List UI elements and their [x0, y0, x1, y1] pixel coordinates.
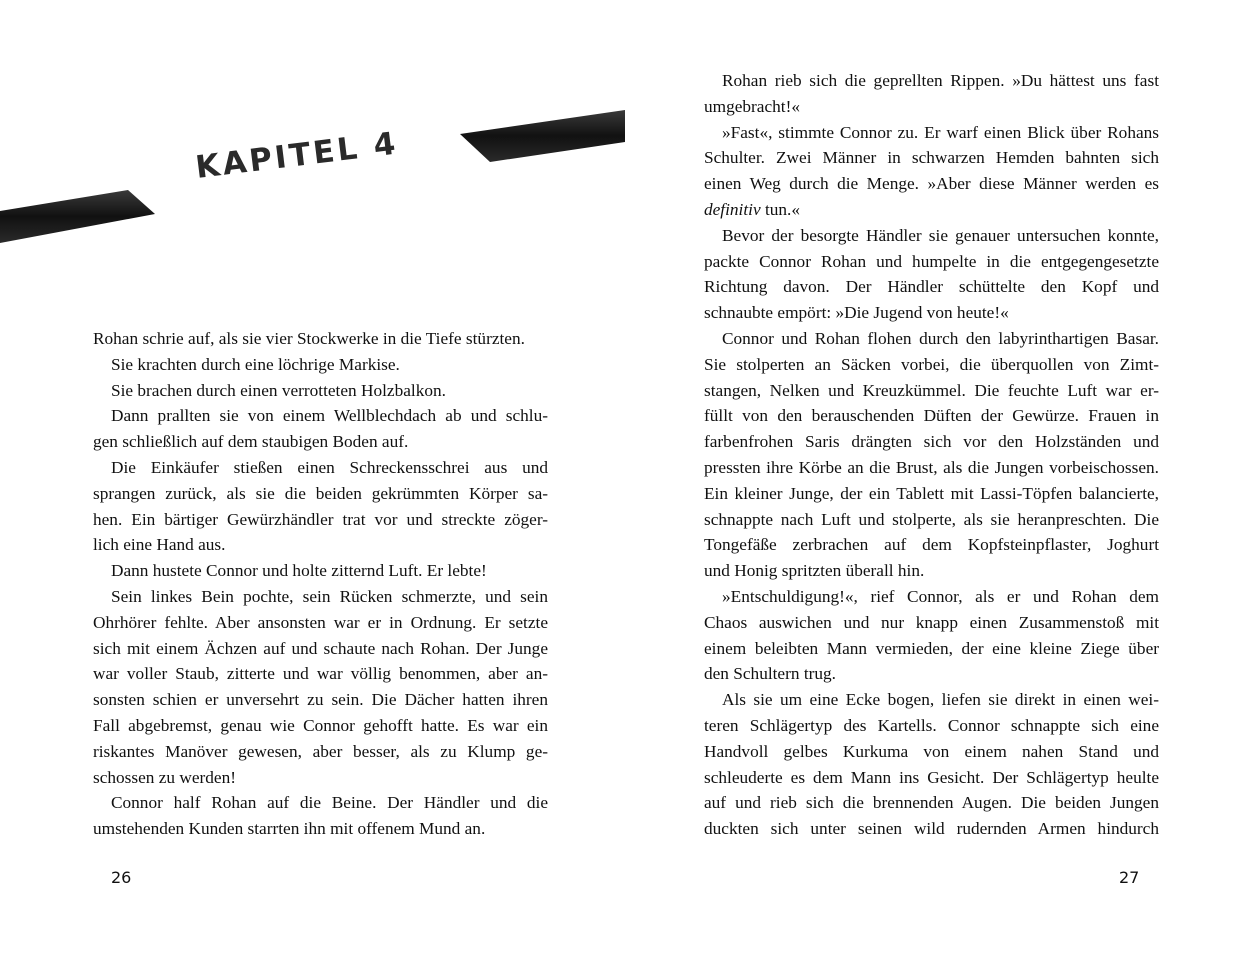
text-line: farbenfrohen Saris drängten sich vor den Holzständen und [704, 432, 1159, 452]
text-line: umgebracht!« [704, 96, 800, 116]
page-number-right: 27 [1119, 868, 1140, 887]
text-line: Rohan rieb sich die geprellten Rippen. »Du hättest uns fast [722, 71, 1159, 90]
text-line: Schulter. Zwei Männer in schwarzen Hemden bahnten sich [704, 148, 1159, 168]
text-line: duckten sich unter seinen wild rudernden Armen hindurch [704, 819, 1159, 839]
text-line: Connor half Rohan auf die Beine. Der Händler und die [111, 793, 548, 813]
text-line: schnappte nach Luft und stolperte, als sie heranpreschten. Die [704, 509, 1159, 529]
text-line: Chaos auswichen und nur knapp einen Zusammenstoß mit [704, 612, 1159, 632]
right-stripe [460, 110, 625, 162]
page-number-left: 26 [111, 868, 132, 887]
text-line: packte Connor Rohan und humpelte in die entgegengesetzte [704, 251, 1159, 271]
text-line: umstehenden Kunden starrten ihn mit offenem Mund an. [93, 819, 486, 839]
text-line [704, 197, 1159, 223]
text-line: hen. Ein bärtiger Gewürzhändler trat vor und streckte zöger- [93, 509, 548, 529]
text-line: Ein kleiner Junge, der ein Tablett mit Lassi-Töpfen balancierte, [704, 483, 1159, 503]
text-line: sprangen zurück, als sie die beiden gekrümmten Körper sa- [93, 483, 548, 503]
text-line: stangen, Nelken und Kreuzkümmel. Die feuchte Luft war er- [704, 380, 1159, 400]
text-line: einem beleibten Mann vermieden, der eine kleine Ziege über [704, 638, 1159, 658]
text-line: Sie krachten durch eine löchrige Markise. [111, 354, 400, 374]
text-line: »Fast«, stimmte Connor zu. Er warf einen Blick über Rohans [722, 122, 1159, 142]
chapter-title: KAPITEL 4 [193, 125, 401, 186]
text-line: Sie brachen durch einen verrotteten Holzbalkon. [111, 380, 446, 400]
text-line: riskantes Manöver gewesen, aber besser, als zu Klump ge- [93, 741, 548, 761]
right-body-text [704, 68, 1159, 842]
text-line: war voller Staub, zitterte und war völlig benommen, aber an- [93, 664, 548, 684]
text-line: Fall abgebremst, genau wie Connor gehofft hatte. Es war ein [93, 715, 548, 735]
text-line: auf und rieb sich die brennenden Augen. Die beiden Jungen [704, 793, 1159, 813]
text-line: Sie stolperten an Säcken vorbei, die überquollen von Zimt- [704, 354, 1159, 374]
text-line: Tongefäße zerbrachen auf dem Kopfsteinpflaster, Joghurt [704, 535, 1159, 555]
italic-word: definitiv [704, 199, 761, 219]
right-page [625, 0, 1250, 954]
text-line: sonsten schien er unversehrt zu sein. Die Dächer hatten ihren [93, 690, 548, 710]
text-line: den Schultern trug. [704, 664, 836, 684]
text-line: Als sie um eine Ecke bogen, liefen sie direkt in einen wei- [722, 690, 1159, 710]
left-body-text [93, 326, 548, 842]
text-line: und Honig spritzten überall hin. [704, 561, 925, 581]
text-line: Richtung davon. Der Händler schüttelte den Kopf und [704, 277, 1159, 297]
text-line: teren Schlägertyp des Kartells. Connor schnappte sich eine [704, 715, 1159, 735]
text-line: Dann prallten sie von einem Wellblechdach ab und schlu- [111, 406, 548, 426]
text-line: Handvoll gelbes Kurkuma von einem nahen Stand und [704, 741, 1159, 761]
chapter-decoration [0, 100, 640, 250]
text-line: schleuderte es dem Mann ins Gesicht. Der Schlägertyp heulte [704, 767, 1159, 787]
text-line: Ohrhörer fehlte. Aber ansonsten war er in Ordnung. Er setzte [93, 612, 548, 632]
text-line: Die Einkäufer stießen einen Schreckensschrei aus und [111, 457, 548, 477]
text-line: Bevor der besorgte Händler sie genauer untersuchen konnte, [722, 225, 1159, 245]
text-line: sich mit einem Ächzen auf und schaute nach Rohan. Der Junge [93, 638, 548, 658]
text-line: pressten ihre Körbe an die Brust, als die Jungen vorbeischossen. [704, 457, 1159, 477]
text-line: gen schließlich auf dem staubigen Boden auf. [93, 432, 409, 452]
text-line: füllt von den berauschenden Düften der Gewürze. Frauen in [704, 406, 1159, 426]
text-line: schnaubte empört: »Die Jugend von heute!« [704, 303, 1009, 323]
text-line: schossen zu werden! [93, 767, 237, 787]
text-line: Dann hustete Connor und holte zitternd Luft. Er lebte! [111, 561, 487, 581]
text-line: lich eine Hand aus. [93, 535, 226, 555]
text-line: Connor und Rohan flohen durch den labyrinthartigen Basar. [722, 328, 1159, 348]
left-stripe [0, 190, 155, 243]
text-line: Rohan schrie auf, als sie vier Stockwerke in die Tiefe stürzten. [93, 329, 525, 348]
text-line: einen Weg durch die Menge. »Aber diese Männer werden es [704, 174, 1159, 194]
text-line: Sein linkes Bein pochte, sein Rücken schmerzte, und sein [111, 586, 548, 606]
text-line: »Entschuldigung!«, rief Connor, als er und Rohan dem [722, 586, 1159, 606]
text-fragment: tun.« [764, 199, 801, 219]
